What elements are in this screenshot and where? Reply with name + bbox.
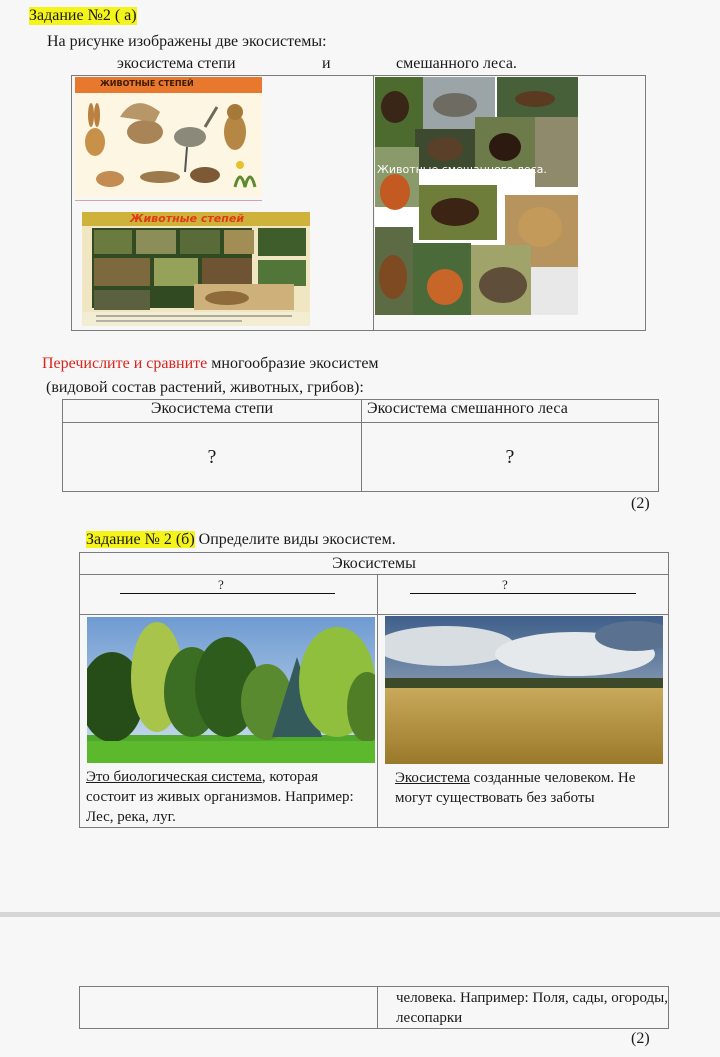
task-a-intro: На рисунке изображены две экосистемы: [47,33,327,50]
forest-caption: смешанного леса. [396,55,517,72]
page-break [0,912,720,917]
left-type-underline [120,593,335,594]
forest-description-bold: Это биологическая система [86,769,262,785]
ecosystem-types-table [79,552,669,828]
right-type-underline [410,593,636,594]
poster-divider [75,200,262,205]
points-b: (2) [631,1030,650,1047]
task-b-rest: Определите виды экосистем. [194,531,396,548]
forest-description-text [86,767,371,827]
task-b-heading [86,531,396,549]
steppe-collage-banner: Животные степей [130,212,245,225]
right-type-cell[interactable] [378,575,669,615]
steppe-animals-collage [82,212,310,326]
field-description-rest: созданные человеком. Не могут существовать без заботы [395,770,636,806]
caption-conjunction: и [322,55,331,72]
field-photo [385,616,663,764]
forest-description-rest: , которая состоит из живых организмов. Например: Лес, река, луг. [86,769,354,825]
steppe-poster-banner: ЖИВОТНЫЕ СТЕПЕЙ [100,79,194,88]
forest-collage-label: Животные смешанного леса. [377,163,547,176]
forest-column-header: Экосистема смешанного леса [362,400,659,423]
right-type-blank: ? [502,577,508,592]
continuation-left-cell [80,987,378,1029]
left-type-cell[interactable] [80,575,378,615]
forest-animals-collage [375,77,578,315]
instruction-rest: многообразие экосистем [207,355,379,372]
field-description-bold: Экосистема [395,770,470,786]
steppe-animals-poster [75,77,262,197]
comparison-table [62,399,659,492]
forest-answer-cell[interactable]: ? [362,423,659,492]
forest-description-cell [80,615,378,828]
points-a: (2) [631,495,650,512]
forest-photo [87,617,375,763]
field-description-cell [378,615,669,828]
ecosystems-header: Экосистемы [80,553,669,575]
instruction-line-2: (видовой состав растений, животных, грибов): [46,379,364,396]
instruction-highlight: Перечислите и сравните [42,355,208,372]
continuation-text: человека. Например: Поля, сады, огороды, лесопарки [378,987,669,1029]
steppe-answer-cell[interactable]: ? [63,423,362,492]
field-description-text [395,768,660,808]
task-a-title: Задание №2 ( а) [29,7,137,24]
instruction-line-1 [42,355,379,373]
steppe-column-header: Экосистема степи [63,400,362,423]
task-b-title: Задание № 2 (б) [86,531,195,548]
steppe-caption: экосистема степи [117,55,236,72]
continuation-table [79,986,669,1029]
left-type-blank: ? [218,577,224,592]
